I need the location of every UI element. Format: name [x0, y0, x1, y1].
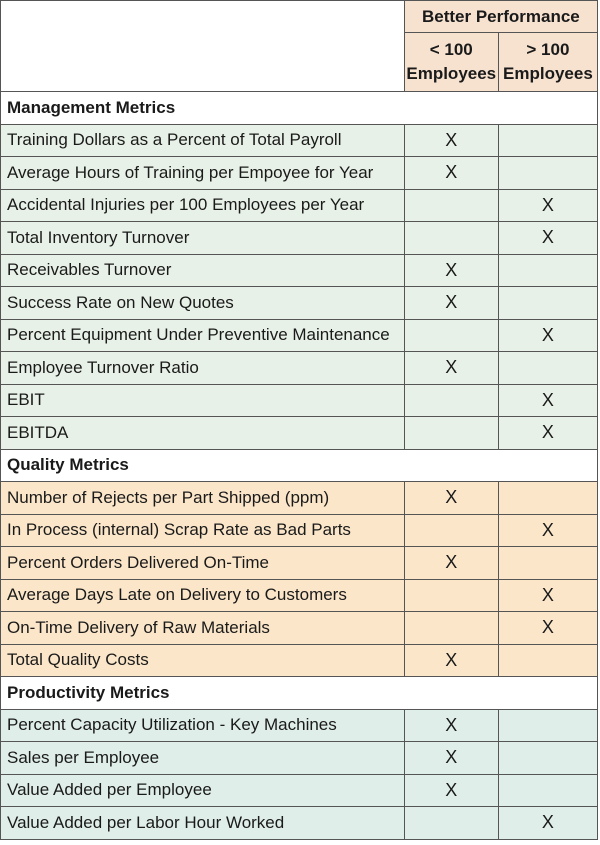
- metric-name-cell: On-Time Delivery of Raw Materials: [1, 612, 405, 645]
- metric-name-cell: Number of Rejects per Part Shipped (ppm): [1, 482, 405, 515]
- table-row: [1, 417, 598, 450]
- table-row: [1, 384, 598, 417]
- under-100-mark-cell: X: [404, 352, 498, 385]
- section-header-row: [1, 92, 598, 125]
- over-100-mark-cell: X: [498, 807, 597, 840]
- table-row: [1, 774, 598, 807]
- under-100-mark-cell: X: [404, 742, 498, 775]
- under-100-mark-cell: [404, 417, 498, 450]
- metric-name-cell: Percent Orders Delivered On-Time: [1, 547, 405, 580]
- section-title: Quality Metrics: [1, 449, 598, 482]
- table-row: [1, 189, 598, 222]
- table-row: [1, 352, 598, 385]
- table-row: [1, 579, 598, 612]
- under-100-mark-cell: [404, 189, 498, 222]
- over-100-mark-cell: [498, 124, 597, 157]
- under-100-mark-cell: X: [404, 547, 498, 580]
- under-100-mark-cell: [404, 612, 498, 645]
- table-row: [1, 709, 598, 742]
- over-100-mark-cell: [498, 287, 597, 320]
- over-100-mark-cell: [498, 774, 597, 807]
- over-100-mark-cell: X: [498, 612, 597, 645]
- under-100-mark-cell: X: [404, 157, 498, 190]
- over-100-mark-cell: X: [498, 189, 597, 222]
- better-performance-header: Better Performance: [404, 1, 597, 33]
- over-100-mark-cell: [498, 352, 597, 385]
- over-100-mark-cell: X: [498, 417, 597, 450]
- table-row: [1, 807, 598, 840]
- over-100-mark-cell: [498, 709, 597, 742]
- under-100-mark-cell: [404, 384, 498, 417]
- table-row: [1, 124, 598, 157]
- over-100-mark-cell: X: [498, 222, 597, 255]
- metric-name-cell: Value Added per Employee: [1, 774, 405, 807]
- table-row: [1, 514, 598, 547]
- metric-name-cell: Success Rate on New Quotes: [1, 287, 405, 320]
- under-100-mark-cell: [404, 514, 498, 547]
- table-row: [1, 644, 598, 677]
- over-100-mark-cell: [498, 742, 597, 775]
- metric-name-cell: Receivables Turnover: [1, 254, 405, 287]
- metric-name-cell: EBIT: [1, 384, 405, 417]
- metric-name-cell: Accidental Injuries per 100 Employees per Year: [1, 189, 405, 222]
- under-100-mark-cell: [404, 222, 498, 255]
- over-100-mark-cell: X: [498, 579, 597, 612]
- over-100-mark-cell: X: [498, 514, 597, 547]
- section-header-row: [1, 449, 598, 482]
- metric-name-cell: Average Hours of Training per Empoyee for Year: [1, 157, 405, 190]
- table-row: [1, 254, 598, 287]
- metric-name-cell: EBITDA: [1, 417, 405, 450]
- section-header-row: [1, 677, 598, 710]
- over-100-employees-header: > 100 Employees: [498, 33, 597, 92]
- under-100-mark-cell: X: [404, 482, 498, 515]
- metric-name-cell: Sales per Employee: [1, 742, 405, 775]
- over-100-mark-cell: [498, 547, 597, 580]
- over-100-mark-cell: [498, 254, 597, 287]
- metric-name-cell: Value Added per Labor Hour Worked: [1, 807, 405, 840]
- header-row-top: [1, 1, 598, 33]
- under-100-mark-cell: X: [404, 287, 498, 320]
- header-blank-cell: [1, 1, 405, 92]
- metric-name-cell: In Process (internal) Scrap Rate as Bad Parts: [1, 514, 405, 547]
- table-row: [1, 222, 598, 255]
- under-100-mark-cell: X: [404, 644, 498, 677]
- section-title: Productivity Metrics: [1, 677, 598, 710]
- under-100-mark-cell: X: [404, 774, 498, 807]
- over-100-mark-cell: [498, 157, 597, 190]
- metric-name-cell: Employee Turnover Ratio: [1, 352, 405, 385]
- over-100-mark-cell: [498, 482, 597, 515]
- metric-name-cell: Total Inventory Turnover: [1, 222, 405, 255]
- under-100-mark-cell: [404, 807, 498, 840]
- table-row: [1, 287, 598, 320]
- metric-name-cell: Average Days Late on Delivery to Customers: [1, 579, 405, 612]
- table-row: [1, 547, 598, 580]
- section-title: Management Metrics: [1, 92, 598, 125]
- over-100-mark-cell: X: [498, 319, 597, 352]
- table-row: [1, 482, 598, 515]
- table-row: [1, 612, 598, 645]
- table-row: [1, 157, 598, 190]
- table-row: [1, 742, 598, 775]
- under-100-employees-header: < 100 Employees: [404, 33, 498, 92]
- over-100-mark-cell: X: [498, 384, 597, 417]
- over-100-mark-cell: [498, 644, 597, 677]
- under-100-mark-cell: X: [404, 124, 498, 157]
- under-100-mark-cell: X: [404, 254, 498, 287]
- metric-name-cell: Percent Equipment Under Preventive Maintenance: [1, 319, 405, 352]
- under-100-mark-cell: [404, 579, 498, 612]
- metric-name-cell: Training Dollars as a Percent of Total Payroll: [1, 124, 405, 157]
- table-row: [1, 319, 598, 352]
- metric-name-cell: Total Quality Costs: [1, 644, 405, 677]
- under-100-mark-cell: [404, 319, 498, 352]
- under-100-mark-cell: X: [404, 709, 498, 742]
- table-body: [1, 92, 598, 840]
- metric-name-cell: Percent Capacity Utilization - Key Machines: [1, 709, 405, 742]
